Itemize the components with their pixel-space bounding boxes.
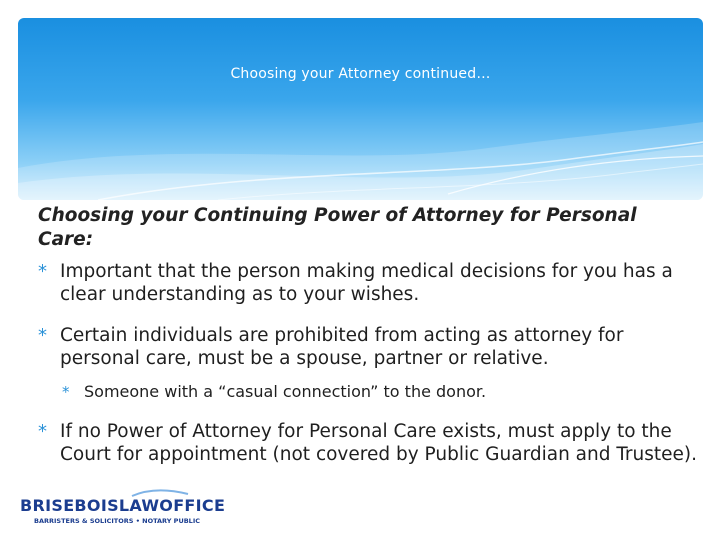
asterisk-bullet-icon: * — [62, 383, 70, 401]
logo-wordmark: BRISEBOISLAWOFFICE — [20, 496, 226, 515]
asterisk-bullet-icon: * — [38, 421, 47, 442]
wave-decoration — [18, 18, 703, 200]
list-item-text: Important that the person making medical decisions for you has a clear understanding as to your wishes. — [60, 261, 673, 305]
list-item — [38, 324, 698, 370]
list-item-text: Someone with a “casual connection” to the donor. — [84, 382, 487, 401]
logo-tagline: BARRISTERS & SOLICITORS • NOTARY PUBLIC — [34, 517, 201, 525]
asterisk-bullet-icon: * — [38, 325, 47, 346]
title-banner — [18, 18, 703, 200]
company-logo — [20, 488, 226, 528]
sub-list-item — [62, 382, 698, 402]
slide-title: Choosing your Attorney continued… — [230, 66, 491, 82]
asterisk-bullet-icon: * — [38, 261, 47, 282]
list-item — [38, 260, 698, 306]
list-item-text: Certain individuals are prohibited from acting as attorney for personal care, must be a spouse, partner or relative. — [60, 325, 624, 369]
section-heading: Choosing your Continuing Power of Attorney for Personal Care: — [38, 205, 637, 250]
list-item — [38, 420, 698, 466]
list-item-text: If no Power of Attorney for Personal Care exists, must apply to the Court for appointment (not covered by Public Guardian and Trustee). — [60, 421, 698, 465]
slide-content — [38, 204, 698, 484]
